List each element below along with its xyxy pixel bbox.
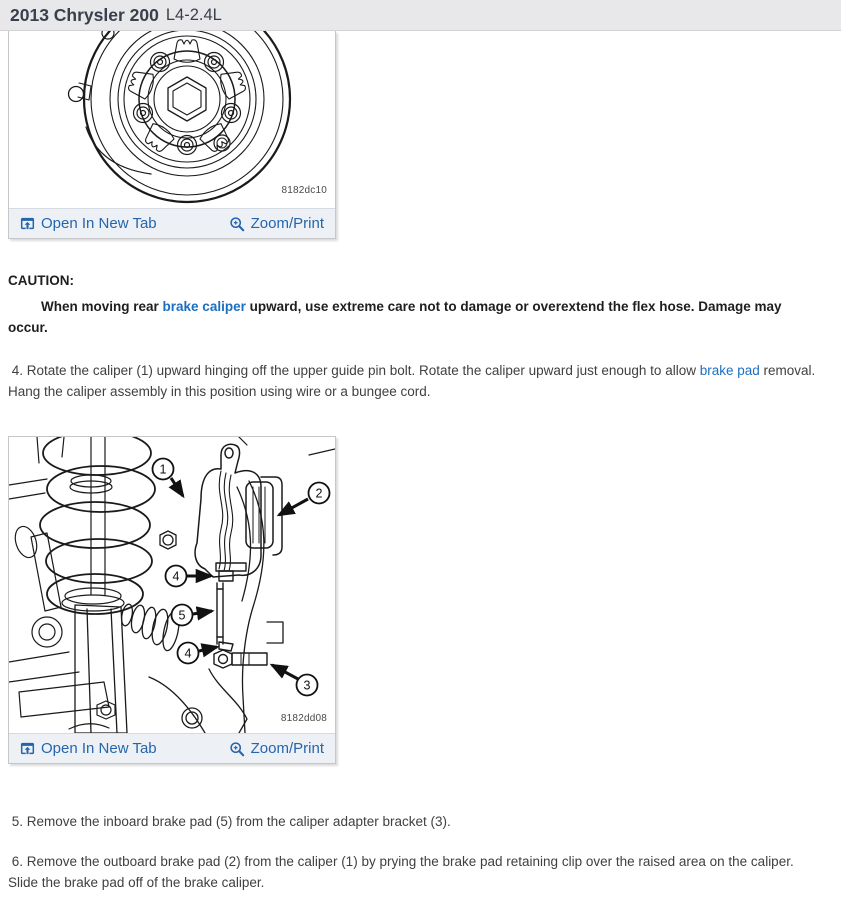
figure-toolbar — [9, 208, 335, 238]
callout-4a-label: 4 — [172, 569, 180, 584]
callout-3-label: 3 — [303, 678, 311, 693]
zoom-icon — [229, 741, 245, 757]
brake-pad-link[interactable]: brake pad — [699, 363, 760, 378]
step-4-text-after: removal. Hang the caliper assembly in this position using wire or a bungee cord. — [8, 363, 820, 399]
step-5: 5. Remove the inboard brake pad (5) from the caliper adapter bracket (3). — [8, 814, 451, 829]
open-in-new-tab-link[interactable] — [20, 215, 157, 232]
page-title: 2013 Chrysler 200 — [10, 4, 159, 25]
zoom-print-label: Zoom/Print — [250, 740, 324, 757]
callout-5-label: 5 — [178, 608, 186, 623]
header — [0, 0, 841, 31]
open-in-new-tab-icon — [20, 216, 35, 231]
caliper-body — [195, 444, 261, 577]
page-subtitle: L4-2.4L — [165, 5, 222, 24]
caution-label: CAUTION: — [8, 273, 74, 288]
caliper-diagram-image — [9, 437, 335, 733]
zoom-print-link[interactable] — [229, 740, 324, 757]
knuckle — [75, 531, 205, 733]
caution-text-before: When moving rear — [41, 299, 163, 314]
image-code-label: 8182dd08 — [280, 713, 327, 724]
content — [0, 31, 841, 893]
brake-caliper-link[interactable]: brake caliper — [162, 299, 246, 314]
image-code-label: 8182dc10 — [281, 185, 327, 196]
rotor-diagram-image — [9, 31, 335, 208]
step-4 — [8, 360, 823, 402]
caution-text-after: upward, use extreme care not to damage or overextend the flex hose. Damage may occur. — [8, 299, 786, 335]
step-4-text-before: 4. Rotate the caliper (1) upward hinging off the upper guide pin bolt. Rotate the caliper upward just enough to allow — [8, 363, 700, 378]
figure-toolbar — [9, 733, 335, 763]
lower-links — [9, 524, 115, 729]
zoom-print-link[interactable] — [229, 215, 324, 232]
caution-text — [8, 296, 820, 338]
zoom-icon — [229, 216, 245, 232]
clips-pad-bolt — [214, 563, 267, 668]
open-in-new-tab-link[interactable] — [20, 740, 157, 757]
open-in-new-tab-icon — [20, 741, 35, 756]
callout-1-label: 1 — [159, 462, 167, 477]
callout-2-label: 2 — [315, 486, 323, 501]
zoom-print-label: Zoom/Print — [250, 215, 324, 232]
figure-card-rotor — [8, 31, 336, 239]
open-in-new-tab-label: Open In New Tab — [41, 215, 157, 232]
step-6: 6. Remove the outboard brake pad (2) from the caliper (1) by prying the brake pad retaining clip over the raised area on the caliper. Slide the brake pad off of the brake caliper. — [8, 854, 798, 890]
rotor-diagram — [9, 31, 335, 208]
callout-4b-label: 4 — [184, 646, 192, 661]
open-in-new-tab-label: Open In New Tab — [41, 740, 157, 757]
caliper-diagram — [9, 437, 335, 733]
figure-card-caliper — [8, 436, 336, 764]
